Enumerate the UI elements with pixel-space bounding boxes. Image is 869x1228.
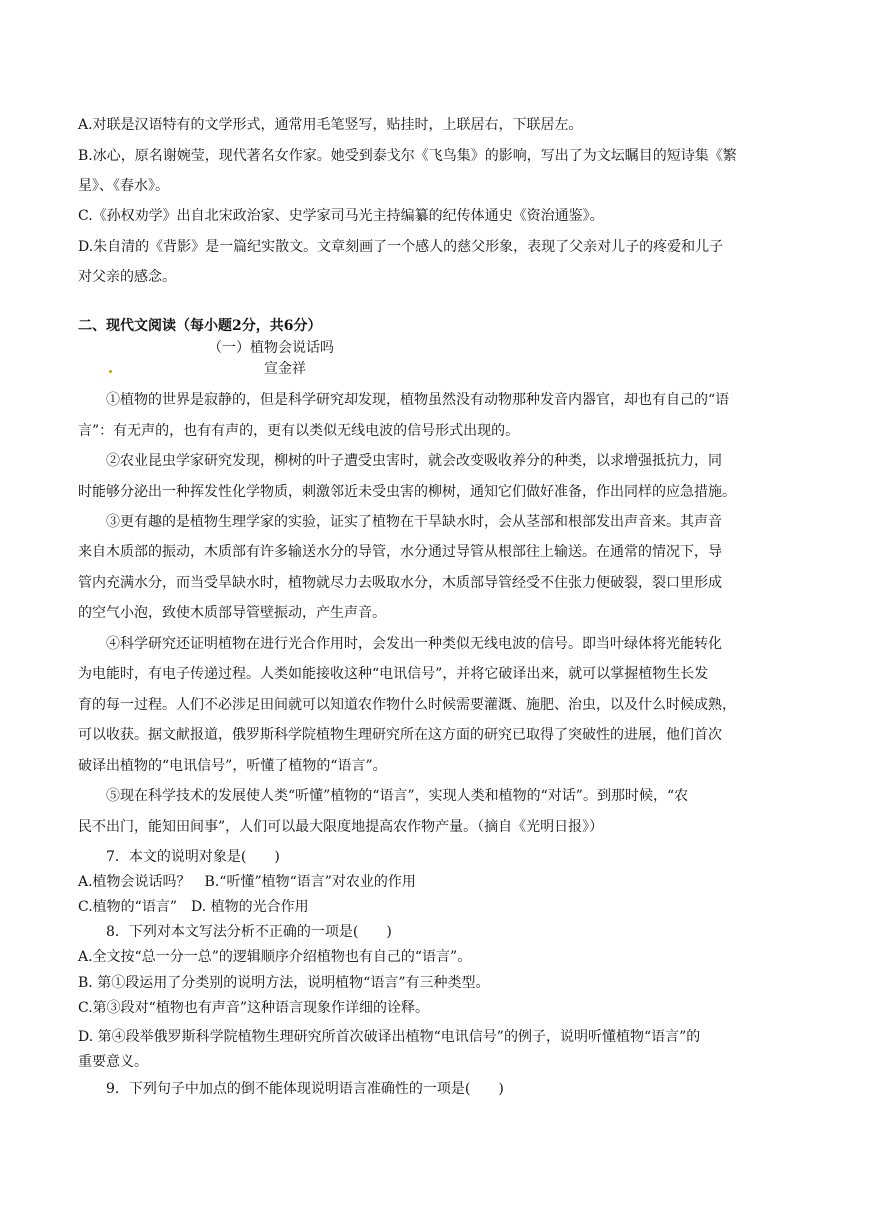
paragraph-line: 可以收获。据文献报道，俄罗斯科学院植物生理研究所在这方面的研究已取得了突破性的进展，他们首次 <box>78 727 722 743</box>
question-8-option-b: B. 第①段运用了分类别的说明方法，说明植物“语言”有三种类型。 <box>78 975 490 991</box>
question-8-option-c: C.第③段对“植物也有声音”这种语言现象作详细的诠释。 <box>78 1000 429 1016</box>
question-7-stem: 7．本文的说明对象是( ) <box>106 849 280 865</box>
paragraph-line: 的空气小泡，致使木质部导管壁振动，产生声音。 <box>78 605 386 621</box>
paragraph-line: ⑤现在科学技术的发展使人类“听懂”植物的“语言”，实现人类和植物的“对话”。到那时候，“农 <box>106 788 689 804</box>
section-heading: 二、现代文阅读（每小题2分，共6分） <box>78 318 322 334</box>
paragraph-line: 破译出植物的“电讯信号”，听懂了植物的“语言”。 <box>78 758 387 774</box>
option-c-sunquan: C.《孙权劝学》出自北宋政治家、史学家司马光主持编纂的纪传体通史《资治通鉴》。 <box>78 208 604 224</box>
question-9-stem: 9．下列句子中加点的倒不能体现说明语言准确性的一项是( ) <box>106 1081 504 1097</box>
question-7-options-ab: A.植物会说话吗？ B.“听懂”植物“语言”对农业的作用 <box>78 874 416 890</box>
question-8-stem: 8．下列对本文写法分析不正确的一项是( ) <box>106 924 392 940</box>
paragraph-line: ①植物的世界是寂静的，但是科学研究却发现，植物虽然没有动物那种发音内器官，却也有自己的“语 <box>106 392 730 408</box>
paragraph-line: 言”：有无声的，也有有声的，更有以类似无线电波的信号形式出现的。 <box>78 423 520 439</box>
option-d-beiying-line2: 对父亲的感念。 <box>78 269 176 285</box>
paragraph-line: ④科学研究还证明植物在进行光合作用时，会发出一种类似无线电波的信号。即当叶绿体将光能转化 <box>106 636 722 652</box>
paragraph-line: 为电能时，有电子传递过程。人类如能接收这种“电讯信号”，并将它破译出来，就可以掌握植物生长发 <box>78 666 709 682</box>
option-b-bingxin-line1: B.冰心，原名谢婉莹，现代著名女作家。她受到泰戈尔《飞鸟集》的影响，写出了为文坛瞩目的短诗集《繁 <box>78 148 737 164</box>
question-8-option-d-line1: D. 第④段举俄罗斯科学院植物生理研究所首次破译出植物“电讯信号”的例子，说明听懂植物“语言”的 <box>78 1029 701 1045</box>
option-a-couplet: A.对联是汉语特有的文学形式，通常用毛笔竖写，贴挂时，上联居右，下联居左。 <box>78 117 583 133</box>
option-d-beiying-line1: D.朱自清的《背影》是一篇纪实散文。文章刻画了一个感人的慈父形象，表现了父亲对儿子的疼爱和儿子 <box>78 239 724 255</box>
question-8-option-d-line2: 重要意义。 <box>78 1054 148 1070</box>
paragraph-line: ③更有趣的是植物生理学家的实验，证实了植物在干旱缺水时，会从茎部和根部发出声音来。其声音 <box>106 514 722 530</box>
paragraph-line: 管内充满水分，而当受旱缺水时，植物就尽力去吸取水分，木质部导管经受不住张力便破裂，裂口里形成 <box>78 575 722 591</box>
marker-dot <box>109 370 112 373</box>
question-7-options-cd: C.植物的“语言” D. 植物的光合作用 <box>78 899 309 915</box>
article-title: （一）植物会说话吗 <box>208 340 334 356</box>
question-8-option-a: A.全文按“总一分一总”的逻辑顺序介绍植物也有自己的“语言”。 <box>78 949 472 965</box>
paragraph-line: 来自木质部的振动，木质部有许多输送水分的导管，水分通过导管从根部往上输送。在通常的情况下，导 <box>78 544 722 560</box>
option-b-bingxin-line2: 星》、《春水》。 <box>78 178 169 194</box>
paragraph-line: 民不出门，能知田间事”，人们可以最大限度地提高农作物产量。（摘自《光明日报》） <box>78 819 604 835</box>
article-author: 宣金祥 <box>264 361 306 377</box>
paragraph-line: 育的每一过程。人们不必涉足田间就可以知道农作物什么时候需要灌溉、施肥、治虫，以及什么时候成熟， <box>78 697 736 713</box>
paragraph-line: ②农业昆虫学家研究发现，柳树的叶子遭受虫害时，就会改变吸收养分的种类，以求增强抵抗力，同 <box>106 453 722 469</box>
paragraph-line: 时能够分泌出一种挥发性化学物质，刺激邻近未受虫害的柳树，通知它们做好准备，作出同样的应急措施。 <box>78 484 736 500</box>
